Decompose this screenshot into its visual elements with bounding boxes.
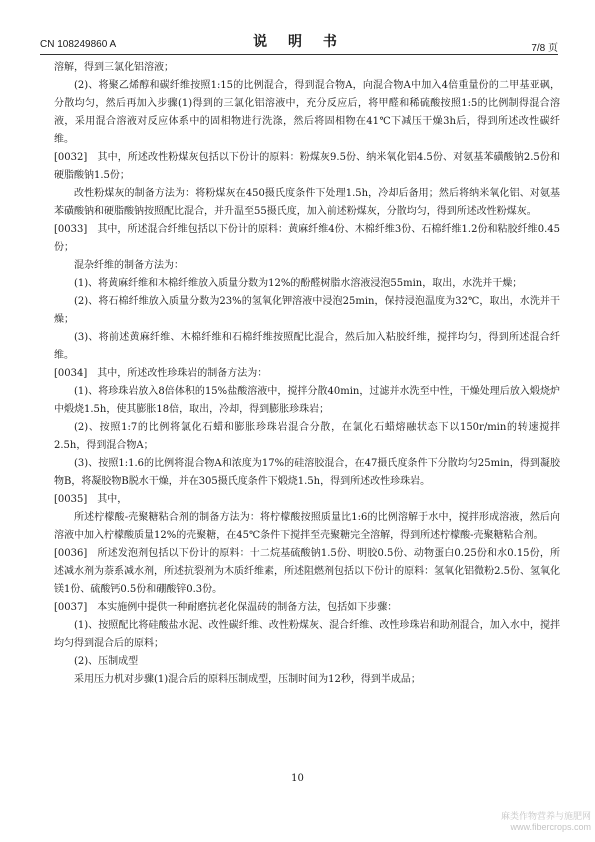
header-divider: [40, 54, 558, 55]
numbered-paragraph: [0033] 其中，所述混合纤维包括以下份计的原料：黄麻纤维4份、木棉纤维3份、石棉纤维1.2份和粘胶纤维0.45份；: [54, 224, 560, 253]
paragraph: (1)、将珍珠岩放入8倍体积的15%盐酸溶液中，搅拌分散40min，过滤并水洗至中性，干燥处理后放入煅烧炉中煅烧1.5h，使其膨胀18倍，取出，冷却，得到膨胀珍珠岩；: [54, 386, 560, 415]
paragraph: 改性粉煤灰的制备方法为：将粉煤灰在450摄氏度条件下处理1.5h，冷却后备用；然后将纳米氧化铝、对氨基苯磺酸钠和硬脂酸钠按照配比混合，并升温至55摄氏度，加入前述粉煤灰，分散均匀，得到所述改性粉煤灰。: [54, 188, 560, 217]
page-header: [40, 31, 558, 53]
numbered-paragraph: [0032] 其中，所述改性粉煤灰包括以下份计的原料：粉煤灰9.5份、纳米氧化铝4.5份、对氨基苯磺酸钠2.5份和硬脂酸钠1.5份；: [54, 152, 560, 181]
paragraph: (2)、压制成型: [74, 656, 139, 667]
numbered-paragraph: [0035] 其中，: [54, 494, 128, 505]
paragraph: 所述柠檬酸-壳聚糖粘合剂的制备方法为：将柠檬酸按照质量比1:6的比例溶解于水中，搅拌形成溶液，然后向溶液中加入柠檬酸质量12%的壳聚糖，在45℃条件下搅拌至壳聚糖完全溶解，得到所述柠檬酸-壳聚糖粘合剂。: [54, 512, 560, 541]
watermark-title: 麻类作物营养与施肥网: [500, 811, 591, 821]
paragraph: (3)、按照1:1.6的比例将混合物A和浓度为17%的硅溶胶混合，在47摄氏度条件下分散均匀25min，得到凝胶物B，将凝胶物B脱水干燥，并在305摄氏度条件下煅烧1.5h，得到所述改性珍珠岩。: [54, 458, 560, 487]
document-title: 说 明 书: [253, 34, 345, 50]
page-number: 10: [291, 773, 304, 784]
paragraph: (2)、将聚乙烯醇和碳纤维按照1:15的比例混合，得到混合物A，向混合物A中加入4倍重量份的二甲基亚砜，分散均匀，然后再加入步骤(1)得到的三氯化铝溶液中，充分反应后，将甲醛和稀硫酸按照1:5的比例制得混合溶液，采用混合溶液对反应体系中的固相物进行洗涤，然后将固相物在41℃下减压干燥3h后，得到所述改性碳纤维。: [54, 80, 560, 145]
page-indicator: 7/8 页: [531, 43, 558, 54]
paragraph: 溶解，得到三氯化铝溶液；: [54, 62, 174, 73]
paragraph: 混杂纤维的制备方法为：: [74, 260, 184, 271]
paragraph: (2)、按照1:7的比例将氯化石蜡和膨胀珍珠岩混合分散，在氯化石蜡熔融状态下以150r/min的转速搅拌2.5h，得到混合物A；: [54, 422, 560, 451]
paragraph: (3)、将前述黄麻纤维、木棉纤维和石棉纤维按照配比混合，然后加入粘胶纤维，搅拌均匀，得到所述混合纤维。: [54, 332, 560, 361]
numbered-paragraph: [0036] 所述发泡剂包括以下份计的原料：十二烷基硫酸钠1.5份、明胶0.5份、动物蛋白0.25份和水0.15份，所述减水剂为萘系减水剂，所述抗裂剂为木质纤维素，所述阻燃剂包括以下份计的原料：氢氧化铝微粉2.5份、氢氧化镁1份、硫酸钙0.5份和硼酸锌0.3份。: [54, 548, 560, 595]
paragraph: (2)、将石棉纤维放入质量分数为23%的氢氧化钾溶液中浸泡25min，保持浸泡温度为32℃，取出，水洗并干燥；: [54, 296, 560, 325]
publication-number: CN 108249860 A: [40, 39, 117, 50]
numbered-paragraph: [0037] 本实施例中提供一种耐磨抗老化保温砖的制备方法，包括如下步骤：: [54, 602, 398, 613]
document-body: [54, 59, 560, 689]
watermark: [441, 811, 591, 833]
watermark-url: www.fibercrops.com: [510, 822, 591, 832]
paragraph: (1)、将黄麻纤维和木棉纤维放入质量分数为12%的酚醛树脂水溶液浸泡55min，取出，水洗并干燥；: [74, 278, 523, 289]
paragraph: 采用压力机对步骤(1)混合后的原料压制成型，压制时间为12秒，得到半成品；: [74, 674, 421, 685]
paragraph: (1)、按照配比将硅酸盐水泥、改性碳纤维、改性粉煤灰、混合纤维、改性珍珠岩和助剂混合，加入水中，搅拌均匀得到混合后的原料；: [54, 620, 560, 649]
numbered-paragraph: [0034] 其中，所述改性珍珠岩的制备方法为：: [54, 368, 268, 379]
